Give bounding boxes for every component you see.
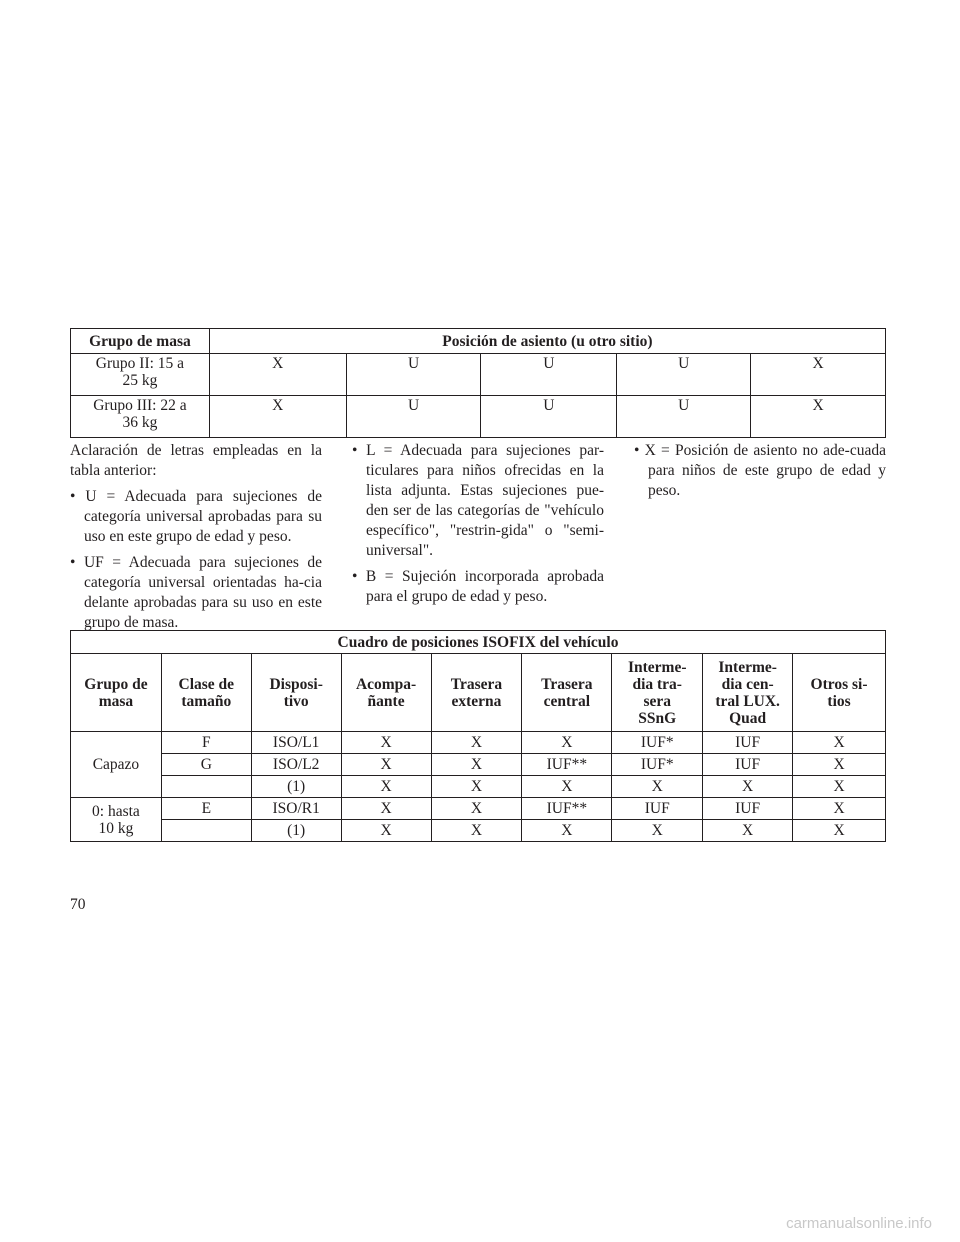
isofix-mass-group-cell bbox=[71, 798, 162, 842]
seat-position-cell: X bbox=[751, 354, 886, 396]
isofix-cell: X bbox=[793, 820, 886, 842]
isofix-mass-group-cell bbox=[71, 732, 162, 798]
notes-column-3 bbox=[634, 441, 886, 507]
isofix-cell: IUF bbox=[703, 754, 793, 776]
cell-line: Otros si- bbox=[810, 675, 868, 693]
table-row bbox=[71, 754, 886, 776]
cell-line: dia tra- bbox=[632, 675, 682, 693]
header-mass-group: Grupo de masa bbox=[71, 329, 210, 354]
isofix-cell: ISO/L2 bbox=[251, 754, 341, 776]
isofix-cell: X bbox=[793, 754, 886, 776]
table-row bbox=[71, 354, 886, 396]
isofix-cell: X bbox=[793, 776, 886, 798]
isofix-cell: E bbox=[161, 798, 251, 820]
isofix-column-header bbox=[431, 654, 522, 732]
mass-group-cell bbox=[71, 354, 210, 396]
isofix-cell bbox=[161, 776, 251, 798]
isofix-column-header bbox=[341, 654, 431, 732]
cell-line: sera bbox=[643, 692, 671, 710]
table-row bbox=[71, 732, 886, 754]
isofix-cell: (1) bbox=[251, 776, 341, 798]
cell-line: ñante bbox=[367, 692, 405, 710]
cell-line: Trasera bbox=[450, 675, 503, 693]
isofix-cell: X bbox=[612, 820, 703, 842]
table-row bbox=[71, 798, 886, 820]
seat-position-cell: U bbox=[481, 354, 617, 396]
isofix-cell: X bbox=[431, 798, 522, 820]
seat-position-cell: X bbox=[209, 354, 346, 396]
isofix-column-header bbox=[522, 654, 612, 732]
isofix-cell: IUF** bbox=[522, 798, 612, 820]
mass-group-table bbox=[70, 328, 886, 438]
table-row bbox=[71, 396, 886, 438]
cell-line: 0: hasta bbox=[92, 802, 140, 820]
seat-position-cell: X bbox=[751, 396, 886, 438]
note-u: • U = Adecuada para sujeciones de categoría universal aprobadas para su uso en este grupo de edad y peso. bbox=[70, 487, 322, 547]
isofix-cell: X bbox=[703, 820, 793, 842]
notes-column-1 bbox=[70, 441, 322, 639]
cell-line: Interme- bbox=[718, 658, 777, 676]
mass-group-cell bbox=[71, 396, 210, 438]
cell-line: Capazo bbox=[92, 756, 140, 773]
isofix-cell: X bbox=[703, 776, 793, 798]
isofix-cell: X bbox=[793, 732, 886, 754]
isofix-cell: X bbox=[341, 820, 431, 842]
notes-column-2 bbox=[352, 441, 604, 613]
isofix-column-header bbox=[161, 654, 251, 732]
cell-line: 36 kg bbox=[122, 414, 158, 431]
cell-line: tamaño bbox=[181, 692, 232, 710]
cell-line: externa bbox=[451, 692, 502, 710]
isofix-cell: X bbox=[793, 798, 886, 820]
isofix-column-header bbox=[612, 654, 703, 732]
isofix-table bbox=[70, 630, 886, 842]
cell-line: Quad bbox=[729, 709, 767, 727]
isofix-cell: X bbox=[431, 754, 522, 776]
cell-line: Disposi- bbox=[269, 675, 323, 693]
page-number: 70 bbox=[70, 896, 86, 913]
isofix-cell: F bbox=[161, 732, 251, 754]
table-row bbox=[71, 820, 886, 842]
isofix-cell: X bbox=[341, 732, 431, 754]
isofix-cell: X bbox=[522, 776, 612, 798]
seat-position-cell: X bbox=[209, 396, 346, 438]
cell-line: Trasera bbox=[541, 675, 593, 693]
cell-line: dia cen- bbox=[721, 675, 774, 693]
cell-line: Clase de bbox=[178, 675, 235, 693]
isofix-cell: ISO/R1 bbox=[251, 798, 341, 820]
cell-line: SSnG bbox=[638, 709, 677, 727]
cell-line: Interme- bbox=[627, 658, 687, 676]
cell-line: tios bbox=[827, 692, 851, 710]
seat-position-cell: U bbox=[617, 354, 751, 396]
isofix-column-header bbox=[793, 654, 886, 732]
seat-position-cell: U bbox=[346, 396, 481, 438]
cell-line: tivo bbox=[283, 692, 309, 710]
seat-position-cell: U bbox=[346, 354, 481, 396]
isofix-column-header bbox=[71, 654, 162, 732]
isofix-column-header bbox=[703, 654, 793, 732]
cell-line: Acompa- bbox=[355, 675, 417, 693]
isofix-cell: IUF bbox=[703, 798, 793, 820]
notes-intro: Aclaración de letras empleadas en la tabla anterior: bbox=[70, 442, 322, 479]
table-row bbox=[71, 776, 886, 798]
isofix-cell: X bbox=[431, 732, 522, 754]
isofix-cell: IUF** bbox=[522, 754, 612, 776]
isofix-cell: X bbox=[612, 776, 703, 798]
isofix-cell: IUF bbox=[703, 732, 793, 754]
isofix-cell: X bbox=[431, 820, 522, 842]
isofix-cell: X bbox=[522, 732, 612, 754]
isofix-cell bbox=[161, 820, 251, 842]
isofix-cell: G bbox=[161, 754, 251, 776]
isofix-cell: X bbox=[341, 798, 431, 820]
cell-line: Grupo II: 15 a bbox=[95, 355, 185, 372]
note-l: • L = Adecuada para sujeciones par-ticulares para niños ofrecidas en la lista adjunta. Estas sujeciones pue-den ser de las categorías de "vehículo específico", "restrin-gida" o "semi-universal". bbox=[352, 441, 604, 561]
isofix-cell: (1) bbox=[251, 820, 341, 842]
isofix-cell: X bbox=[431, 776, 522, 798]
header-seat-position: Posición de asiento (u otro sitio) bbox=[209, 329, 885, 354]
cell-line: 25 kg bbox=[122, 372, 158, 389]
cell-line: Grupo III: 22 a bbox=[93, 397, 187, 414]
cell-line: central bbox=[543, 692, 591, 710]
cell-line: tral LUX. bbox=[715, 692, 780, 710]
isofix-cell: ISO/L1 bbox=[251, 732, 341, 754]
isofix-cell: IUF* bbox=[612, 754, 703, 776]
isofix-cell: IUF* bbox=[612, 732, 703, 754]
note-uf: • UF = Adecuada para sujeciones de categoría universal orientadas ha-cia delante aprobadas para su uso en este grupo de masa. bbox=[70, 553, 322, 633]
note-x: • X = Posición de asiento no ade-cuada para niños de este grupo de edad y peso. bbox=[634, 441, 886, 501]
seat-position-cell: U bbox=[617, 396, 751, 438]
cell-line: masa bbox=[98, 692, 134, 710]
seat-position-cell: U bbox=[481, 396, 617, 438]
cell-line: 10 kg bbox=[98, 819, 134, 837]
isofix-cell: X bbox=[341, 776, 431, 798]
note-b: • B = Sujeción incorporada aprobada para el grupo de edad y peso. bbox=[352, 567, 604, 607]
watermark: carmanualsonline.info bbox=[786, 1215, 932, 1232]
isofix-cell: X bbox=[341, 754, 431, 776]
isofix-cell: IUF bbox=[612, 798, 703, 820]
isofix-table-title: Cuadro de posiciones ISOFIX del vehículo bbox=[71, 631, 886, 654]
cell-line: Grupo de bbox=[84, 675, 148, 693]
isofix-cell: X bbox=[522, 820, 612, 842]
isofix-column-header bbox=[251, 654, 341, 732]
